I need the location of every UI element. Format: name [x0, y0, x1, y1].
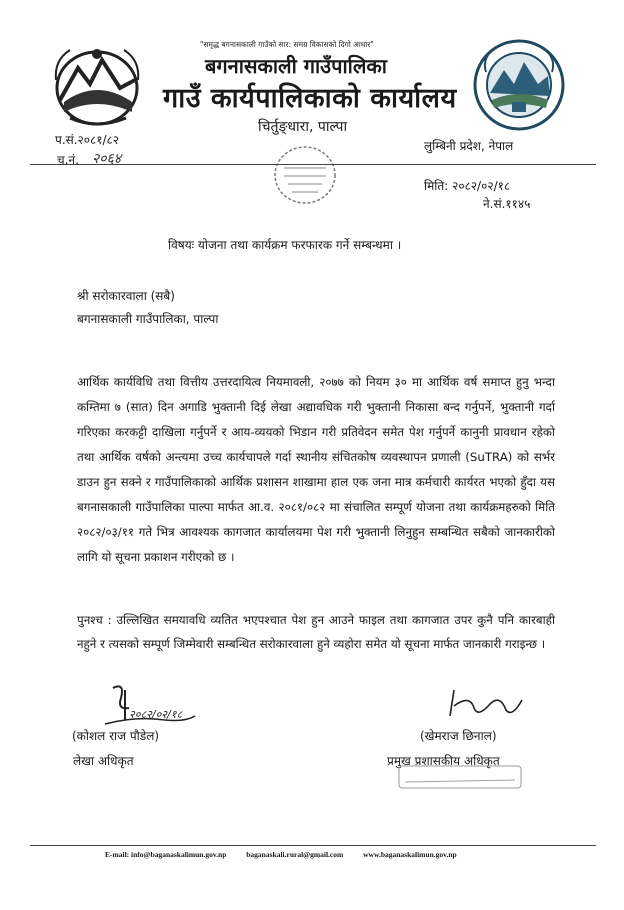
right-signature [440, 686, 530, 726]
letter-subject: विषयः योजना तथा कार्यक्रम फरफारक गर्ने सम्बन्धमा । [168, 238, 402, 252]
nepal-emblem-logo [50, 40, 145, 130]
dispatch-number: २०६४ [92, 151, 122, 167]
office-stamp [270, 140, 340, 210]
dispatch-label: च.नं. [57, 153, 79, 167]
nepal-sambat-date: ने.सं.११४५ [483, 197, 531, 211]
reference-number: प.सं.२०८१/८२ [55, 133, 120, 147]
letter-date: मिति: २०८२/०२/१८ [424, 179, 511, 193]
handwritten-date: २०८२/०२/१८ [129, 708, 183, 721]
office-address: चिर्तुङ्धारा, पाल्पा [258, 119, 348, 135]
body-paragraph-1: आर्थिक कार्यविधि तथा वित्तीय उत्तरदायित्व नियमावली, २०७७ को नियम ३० मा आर्थिक वर्ष समाप्त हुनु भन्दा कम्तिमा ७ (सात) दिन अगाडि भुक्तानी दिई लेखा अद्यावधिक गरी भुक्तानी निकासा बन्द गर्नुपर्ने, भुक्तानी गर्दा गरिएका करकट्टी दाखिला गर्नुपर्ने र आय-व्ययको भिडान गरी प्रतिवेदन समेत पेश गर्नुपर्ने कानुनी प्रावधान रहेको तथा आर्थिक वर्षको अन्त्यमा उच्च कार्यचापले गर्दा स्थानीय संचितकोष व्यवस्थापन प्रणाली (SuTRA) को सर्भर डाउन हुन सक्ने र गाउँपालिकाको आर्थिक प्रशासन शाखामा हाल एक जना मात्र कर्मचारी कार्यरत भएको हुँदा यस बगनासकाली गाउँपालिका पाल्पा मार्फत आ.व. २०८१/०८२ मा संचालित सम्पूर्ण योजना तथा कार्यक्रमहरुको मिति २०८२/०३/११ गते भित्र आवश्यक कागजात कार्यालयमा पेश गरी भुक्तानी लिनुहुन सम्बन्धित सबैको जानकारीको लागि यो सूचना प्रकाशन गरीएको छ । [77, 375, 555, 564]
office-name: गाउँ कार्यपालिकाको कार्यालय [163, 83, 457, 114]
footer-website: www.baganaskalimun.gov.np [363, 850, 457, 859]
motto: "समृद्ध बगनासकाली गाउँको सार: समग्र विकासको दिगो आधार" [200, 40, 374, 49]
cao-stamp [395, 762, 525, 792]
addressee-line-2: बगनासकाली गाउँपालिका, पाल्पा [77, 312, 219, 326]
left-signatory-title: लेखा अधिकृत [73, 754, 134, 768]
body-paragraph-2: पुनश्च : उल्लिखित समयावधि व्यतित भएपश्चात पेश हुन आउने फाइल तथा कागजात उपर कुनै पनि कारबाही नहुने र त्यसको सम्पूर्ण जिम्मेवारी सम्बन्धित सरोकारवाला हुने व्यहोरा समेत यो सूचना मार्फत जानकारी गराइन्छ । [77, 613, 555, 651]
province-line: लुम्बिनी प्रदेश, नेपाल [424, 139, 514, 153]
left-signatory-name: (कोशल राज पौडेल) [72, 729, 160, 743]
right-signatory-title: प्रमुख प्रशासकीय अधिकृत [387, 754, 500, 768]
municipality-name: बगनासकाली गाउँपालिका [205, 54, 387, 78]
header-divider [30, 164, 596, 165]
footer-email: E-mail: info@baganaskalimun.gov.np [105, 850, 227, 859]
footer-divider [30, 845, 596, 846]
left-signature [95, 680, 205, 730]
right-signatory-name: (खेमराज छिनाल) [420, 729, 497, 743]
footer-contact [105, 850, 525, 859]
footer-email-2: baganaskali.rural@gmail.com [246, 850, 344, 859]
municipality-logo [472, 38, 567, 133]
addressee-line-1: श्री सरोकारवाला (सबै) [77, 289, 175, 303]
